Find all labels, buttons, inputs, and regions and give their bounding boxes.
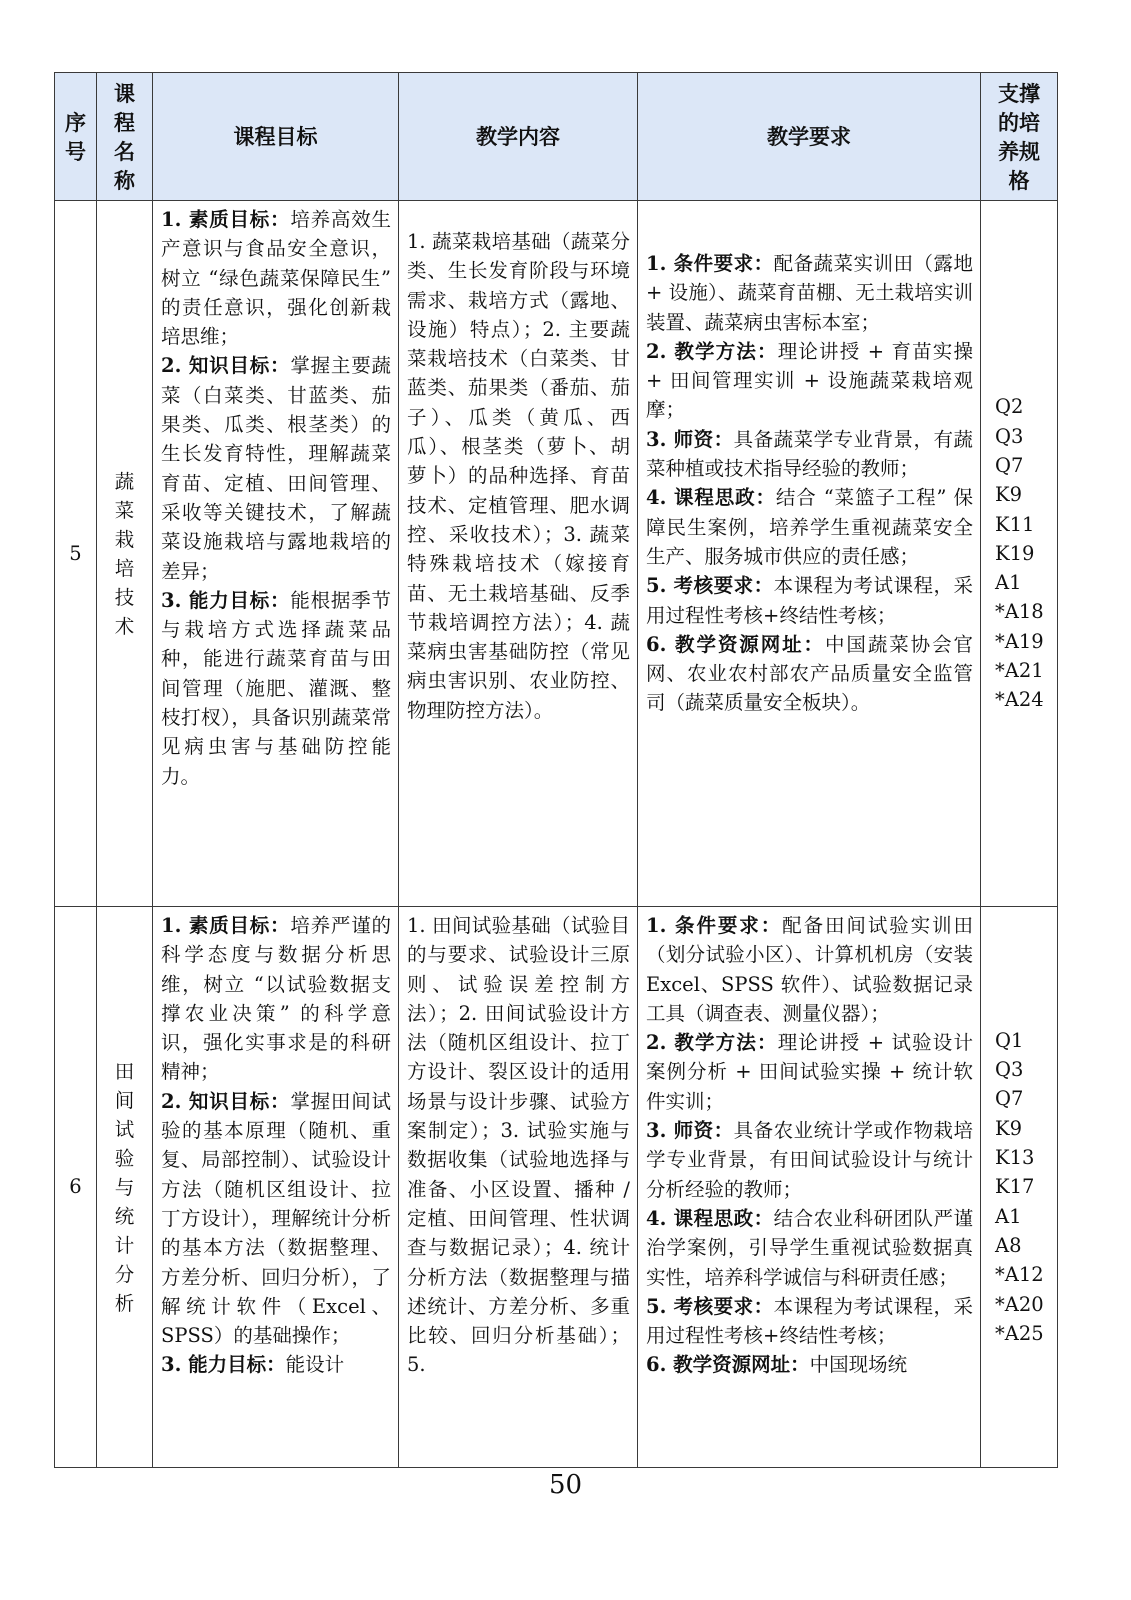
requirement-label: 2. 教学方法： — [646, 339, 778, 363]
objective-label: 3. 能力目标： — [161, 588, 291, 612]
header-requirements: 教学要求 — [638, 73, 981, 201]
requirement-item — [646, 630, 973, 718]
row-support-codes — [981, 201, 1058, 907]
support-code: *A19 — [995, 629, 1044, 653]
requirement-item — [646, 483, 973, 571]
support-code: *A18 — [995, 600, 1044, 624]
requirement-text: 具备农业统计学或作物栽培学专业背景，有田间试验设计与统计分析经验的教师； — [646, 1119, 973, 1201]
row-requirements — [638, 201, 981, 907]
requirement-text: 中国现场统 — [809, 1353, 908, 1377]
header-objectives: 课程目标 — [153, 73, 399, 201]
support-code: K9 — [995, 483, 1022, 507]
requirement-text: 具备蔬菜学专业背景，有蔬菜种植或技术指导经验的教师； — [646, 427, 973, 481]
table-header-row — [55, 73, 1058, 201]
requirement-text: 理论讲授 + 试验设计案例分析 + 田间试验实操 + 统计软件实训； — [646, 1031, 973, 1113]
objective-item — [161, 205, 391, 351]
objective-item — [161, 1350, 391, 1379]
support-code: Q3 — [995, 1058, 1024, 1082]
requirement-item — [646, 1116, 973, 1204]
support-code: *A24 — [995, 688, 1044, 712]
objective-item — [161, 586, 391, 791]
support-code: A1 — [995, 1204, 1022, 1228]
row-objectives — [153, 201, 399, 907]
objective-label: 1. 素质目标： — [161, 914, 291, 937]
requirement-text: 结合农业科研团队严谨治学案例，引导学生重视试验数据真实性，培养科学诚信与科研责任感； — [646, 1206, 973, 1289]
objective-text: 能根据季节与栽培方式选择蔬菜品种，能进行蔬菜育苗与田间管理（施肥、灌溉、整枝打杈），具备识别蔬菜常见病虫害与基础防控能力。 — [161, 588, 391, 788]
requirement-label: 5. 考核要求： — [646, 574, 774, 598]
requirement-item — [646, 1028, 973, 1116]
table-row — [55, 907, 1058, 1468]
support-code: *A25 — [995, 1321, 1044, 1345]
content-text: 1. 蔬菜栽培基础（蔬菜分类、生长发育阶段与环境需求、栽培方式（露地、设施）特点）；2. 主要蔬菜栽培技术（白菜类、甘蓝类、茄果类（番茄、茄子）、瓜类（黄瓜、西瓜）、根茎类（萝卜、胡萝卜）的品种选择、育苗技术、定植管理、肥水调控、采收技术）；3. 蔬菜特殊栽培技术（嫁接育苗、无土栽培基础、反季节栽培调控方法）；4. 蔬菜病虫害基础防控（常见病虫害识别、农业防控、物理防控方法）。 — [407, 230, 630, 722]
requirement-label: 3. 师资： — [646, 1119, 734, 1143]
requirement-label: 5. 考核要求： — [646, 1294, 774, 1318]
requirement-label: 1. 条件要求： — [646, 252, 774, 275]
content-text: 1. 田间试验基础（试验目的与要求、试验设计三原则、试验误差控制方法）；2. 田间试验设计方法（随机区组设计、拉丁方设计、裂区设计的适用场景与设计步骤、试验方案制定）；3. 试验实施与数据收集（试验地选择与准备、小区设置、播种 / 定植、田间管理、性状调查与数据记录）；4. 统计分析方法（数据整理与描述统计、方差分析、多重比较、回归分析基础）；5. — [407, 914, 630, 1377]
row-course-name: 蔬菜栽培技术 — [97, 201, 153, 907]
support-code: K17 — [995, 1175, 1035, 1199]
objective-label: 2. 知识目标： — [161, 354, 291, 378]
objective-item — [161, 911, 391, 1087]
row-objectives — [153, 907, 399, 1468]
requirement-item — [646, 1350, 973, 1379]
requirement-label: 3. 师资： — [646, 427, 734, 451]
objective-text: 培养严谨的科学态度与数据分析思维，树立 “以试验数据支撑农业决策” 的科学意识，强化实事求是的科研精神； — [161, 914, 391, 1084]
objective-item — [161, 1087, 391, 1351]
requirement-text: 中国蔬菜协会官网、农业农村部农产品质量安全监管司（蔬菜质量安全板块）。 — [646, 632, 973, 715]
support-code: *A20 — [995, 1292, 1044, 1316]
support-code: K11 — [995, 512, 1035, 536]
row-content — [399, 907, 638, 1468]
row-requirements — [638, 907, 981, 1468]
page-number: 50 — [548, 1470, 583, 1500]
requirement-label: 6. 教学资源网址： — [646, 632, 825, 656]
requirement-item — [646, 911, 973, 1028]
objective-text: 掌握田间试验的基本原理（随机、重复、局部控制）、试验设计方法（随机区组设计、拉丁方设计），理解统计分析的基本方法（数据整理、方差分析、回归分析），了解统计软件（Excel、SPSS）的基础操作； — [161, 1089, 391, 1348]
requirement-text: 配备蔬菜实训田（露地 + 设施）、蔬菜育苗棚、无土栽培实训装置、蔬菜病虫害标本室； — [646, 252, 973, 334]
table-row — [55, 201, 1058, 907]
requirement-item — [646, 1204, 973, 1292]
support-code: Q3 — [995, 424, 1024, 448]
row-seq: 5 — [55, 201, 97, 907]
requirement-item — [646, 425, 973, 484]
header-support: 支撑的培养规格 — [981, 73, 1058, 201]
requirement-text: 本课程为考试课程，采用过程性考核+终结性考核； — [646, 574, 973, 627]
objective-label: 3. 能力目标： — [161, 1353, 286, 1377]
requirement-label: 1. 条件要求： — [646, 914, 783, 937]
support-code: *A12 — [995, 1263, 1044, 1287]
requirement-text: 配备田间试验实训田（划分试验小区）、计算机机房（安装 Excel、SPSS 软件）、试验数据记录工具（调查表、测量仪器）； — [646, 914, 973, 1025]
row-seq: 6 — [55, 907, 97, 1468]
support-code: Q7 — [995, 1087, 1024, 1111]
support-code: *A21 — [995, 659, 1044, 683]
requirement-label: 4. 课程思政： — [646, 486, 776, 510]
header-seq: 序号 — [55, 73, 97, 201]
objective-text: 掌握主要蔬菜（白菜类、甘蓝类、茄果类、瓜类、根茎类）的生长发育特性，理解蔬菜育苗、定植、田间管理、采收等关键技术，了解蔬菜设施栽培与露地栽培的差异； — [161, 354, 391, 583]
course-table — [54, 72, 1058, 1468]
objective-item — [161, 351, 391, 585]
requirement-text: 结合 “菜篮子工程” 保障民生案例，培养学生重视蔬菜安全生产、服务城市供应的责任感； — [646, 486, 973, 568]
requirement-item — [646, 249, 973, 337]
row-support-codes — [981, 907, 1058, 1468]
requirement-text: 本课程为考试课程，采用过程性考核+终结性考核； — [646, 1294, 973, 1348]
support-code: K13 — [995, 1146, 1035, 1170]
support-code: K9 — [995, 1116, 1022, 1140]
requirement-item — [646, 571, 973, 630]
requirement-text: 理论讲授 + 育苗实操 + 田间管理实训 + 设施蔬菜栽培观摩； — [646, 339, 973, 422]
row-content — [399, 201, 638, 907]
requirement-item — [646, 337, 973, 425]
objective-label: 2. 知识目标： — [161, 1089, 291, 1113]
objective-label: 1. 素质目标： — [161, 208, 291, 231]
row-course-name: 田间试验与统计分析 — [97, 907, 153, 1468]
support-code: A1 — [995, 571, 1022, 595]
requirement-label: 6. 教学资源网址： — [646, 1353, 810, 1377]
support-code: Q7 — [995, 453, 1024, 477]
requirement-item — [646, 1292, 973, 1351]
support-code: Q2 — [995, 395, 1024, 419]
header-course-name: 课程名称 — [97, 73, 153, 201]
support-code: A8 — [995, 1233, 1022, 1257]
support-code: K19 — [995, 541, 1035, 565]
requirement-label: 2. 教学方法： — [646, 1031, 778, 1055]
objective-text: 能设计 — [285, 1353, 345, 1377]
support-code: Q1 — [995, 1028, 1024, 1052]
requirement-label: 4. 课程思政： — [646, 1206, 774, 1230]
header-content: 教学内容 — [399, 73, 638, 201]
objective-text: 培养高效生产意识与食品安全意识，树立 “绿色蔬菜保障民生” 的责任意识，强化创新栽培思维； — [161, 208, 391, 349]
